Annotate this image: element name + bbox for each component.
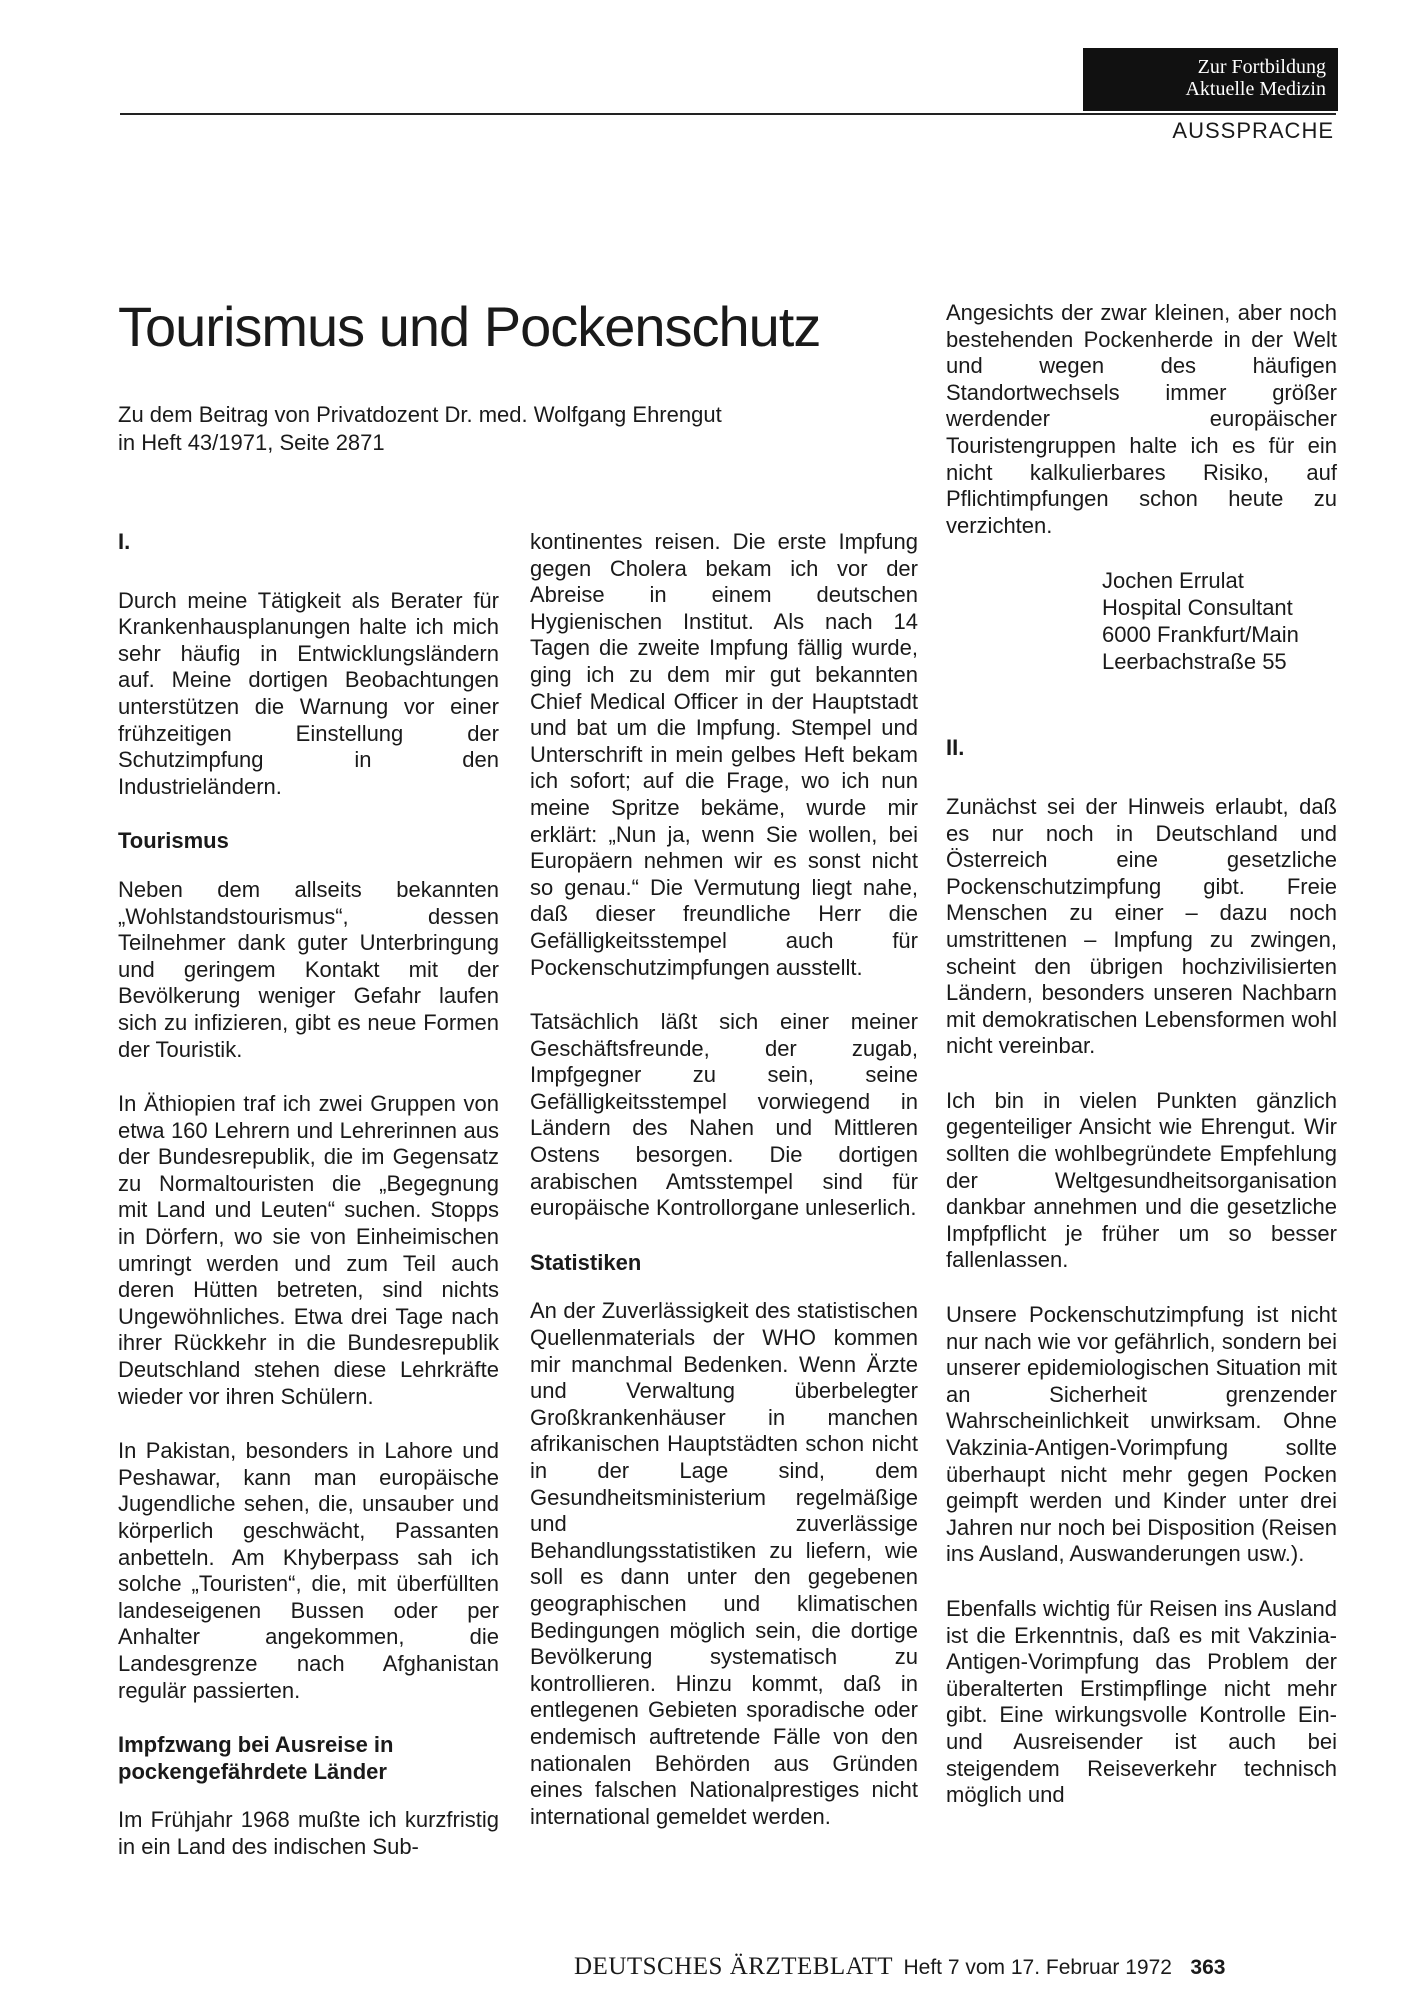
paragraph: Unsere Pockenschutzimpfung ist nicht nur nach wie vor gefährlich, sondern bei unserer epidemiologischen Situation mit an Sicherheit grenzender Wahrscheinlichkeit unwirksam. Ohne Vakzinia-Antigen-Vorimpfung sollte überhaupt nicht mehr gegen Pocken geimpft werden und Kinder unter drei Jahren nur noch bei Disposition (Reisen ins Ausland, Auswanderungen usw.). (946, 1302, 1337, 1567)
paragraph: kontinentes reisen. Die erste Impfung gegen Cholera bekam ich vor der Abreise in einem deutschen Hygienischen Institut. Als nach 14 Tagen die zweite Impfung fällig wurde, ging ich zu dem mir gut bekannten Chief Medical Officer in der Hauptstadt und bat um die Impfung. Stempel und Unterschrift in mein gelbes Heft bekam ich sofort; auf die Frage, wo ich nun meine Spritze bekäme, wurde mir erklärt: „Nun ja, wenn Sie wollen, bei Europäern nehmen wir es sonst nicht so genau.“ Die Vermutung liegt nahe, daß dieser freundliche Herr die Gefälligkeitsstempel auch für Pockenschutzimpfungen ausstellt. (530, 529, 918, 980)
paragraph: In Äthiopien traf ich zwei Gruppen von etwa 160 Lehrern und Lehrerinnen aus der Bundesrepublik, die im Gegensatz zu Normaltouristen die „Begegnung mit Land und Leuten“ suchen. Stopps in Dörfern, wo sie von Einheimischen umringt werden und zum Teil auch deren Hütten betreten, sind nichts Ungewöhnliches. Etwa drei Tage nach ihrer Rückkehr in die Bundesrepublik Deutschland stehen diese Lehrkräfte wieder vor ihren Schülern. (118, 1091, 499, 1409)
paragraph: Neben dem allseits bekannten „Wohlstandstourismus“, dessen Teilnehmer dank guter Unterbringung und geringem Kontakt mit der Bevölkerung weniger Gefahr laufen sich zu infizieren, gibt es neue Formen der Touristik. (118, 876, 499, 1062)
article-title: Tourismus und Pockenschutz (118, 295, 821, 358)
section-badge (1083, 48, 1338, 111)
heading-impfzwang: Impfzwang bei Ausreise in pockengefährdete Länder (118, 1732, 394, 1784)
article-subtitle (118, 401, 818, 457)
author-name: Jochen Errulat (1102, 568, 1244, 594)
column-1 (118, 529, 499, 1889)
paragraph: Angesichts der zwar kleinen, aber noch bestehenden Pockenherde in der Welt und wegen des häufigen Standortwechsels immer größer werdender europäischer Touristengruppen halte ich es für ein nicht kalkulierbares Risiko, auf Pflichtimpfungen schon heute zu verzichten. (946, 300, 1337, 538)
page-footer (574, 1953, 1225, 1981)
paragraph: Tatsächlich läßt sich einer meiner Geschäftsfreunde, der zugab, Impfgegner zu sein, seine Gefälligkeitsstempel vorwiegend in Ländern des Nahen und Mittleren Ostens besorgen. Die dortigen arabischen Amtsstempel sind für europäische Kontrollorgane unleserlich. (530, 1009, 918, 1221)
subtitle-line-1: Zu dem Beitrag von Privatdozent Dr. med. Wolfgang Ehrengut (118, 402, 722, 427)
badge-line-2: Aktuelle Medizin (1185, 78, 1326, 100)
paragraph: Zunächst sei der Hinweis erlaubt, daß es nur noch in Deutschland und Österreich eine gesetzliche Pockenschutzimpfung gibt. Freie Menschen zu einer – dazu noch umstrittenen – Impfung zu zwingen, scheint den übrigen hochzivilisierten Ländern, besonders unseren Nachbarn mit demokratischen Lebensformen wohl nicht vereinbar. (946, 793, 1337, 1059)
column-2 (530, 529, 918, 1858)
subtitle-line-2: in Heft 43/1971, Seite 2871 (118, 430, 385, 455)
heading-tourismus: Tourismus (118, 828, 229, 854)
author-title: Hospital Consultant (1102, 595, 1293, 621)
paragraph: An der Zuverlässigkeit des statistischen Quellenmaterials der WHO kommen mir manchmal Bedenken. Wenn Ärzte und Verwaltung überbelegter Großkrankenhäuser in manchen afrikanischen Hauptstädten schon nicht in der Lage sind, dem Gesundheitsministerium regelmäßige und zuverlässige Behandlungsstatistiken zu liefern, wie soll es dann unter den gegebenen geographischen und klimatischen Bedingungen möglich sein, die dortige Bevölkerung systematisch zu kontrollieren. Hinzu kommt, daß in entlegenen Gebieten sporadische oder endemisch auftretende Fälle von den nationalen Behörden aus Gründen eines falschen Nationalprestiges nicht international gemeldet werden. (530, 1298, 918, 1829)
journal-name: DEUTSCHES ÄRZTEBLATT (574, 1953, 894, 1980)
paragraph: In Pakistan, besonders in Lahore und Peshawar, kann man europäische Jugendliche sehen, die, unsauber und körperlich geschwächt, Passanten anbetteln. Am Khyberpass sah ich solche „Touristen“, die, mit überfüllten landeseigenen Bussen oder per Anhalter angekommen, die Landesgrenze nach Afghanistan regulär passierten. (118, 1438, 499, 1703)
paragraph: Durch meine Tätigkeit als Berater für Krankenhausplanungen halte ich mich sehr häufig in Entwicklungsländern auf. Meine dortigen Beobachtungen unterstützen die Warnung vor einer frühzeitigen Einstellung der Schutzimpfung in den Industrieländern. (118, 587, 499, 799)
section-number-1: I. (118, 529, 131, 554)
page-number: 363 (1190, 1956, 1226, 1979)
badge-line-1: Zur Fortbildung (1197, 56, 1326, 78)
issue-info: Heft 7 vom 17. Februar 1972 (903, 1956, 1172, 1979)
column-3 (946, 300, 1337, 1837)
paragraph: Im Frühjahr 1968 mußte ich kurzfristig in ein Land des indischen Sub- (118, 1807, 499, 1859)
heading-statistiken: Statistiken (530, 1249, 642, 1275)
author-city: 6000 Frankfurt/Main (1102, 622, 1299, 648)
paragraph: Ebenfalls wichtig für Reisen ins Ausland ist die Erkenntnis, daß es mit Vakzinia-Antigen-Vorimpfung das Problem der überalterten Erstimpflinge nicht mehr gibt. Eine wirkungsvolle Kontrolle Ein- und Ausreisender ist auch bei steigendem Reiseverkehr technisch möglich und (946, 1595, 1337, 1808)
section-label: AUSSPRACHE (1172, 118, 1334, 143)
author-street: Leerbachstraße 55 (1102, 649, 1287, 675)
header-rule (120, 113, 1336, 115)
author-signature (1102, 567, 1337, 675)
paragraph: Ich bin in vielen Punkten gänzlich gegenteiliger Ansicht wie Ehrengut. Wir sollten die wohlbegründete Empfehlung der Weltgesundheitsorganisation dankbar annehmen und die gesetzliche Impfpflicht je früher um so besser fallenlassen. (946, 1087, 1337, 1273)
section-number-2: II. (946, 735, 965, 761)
